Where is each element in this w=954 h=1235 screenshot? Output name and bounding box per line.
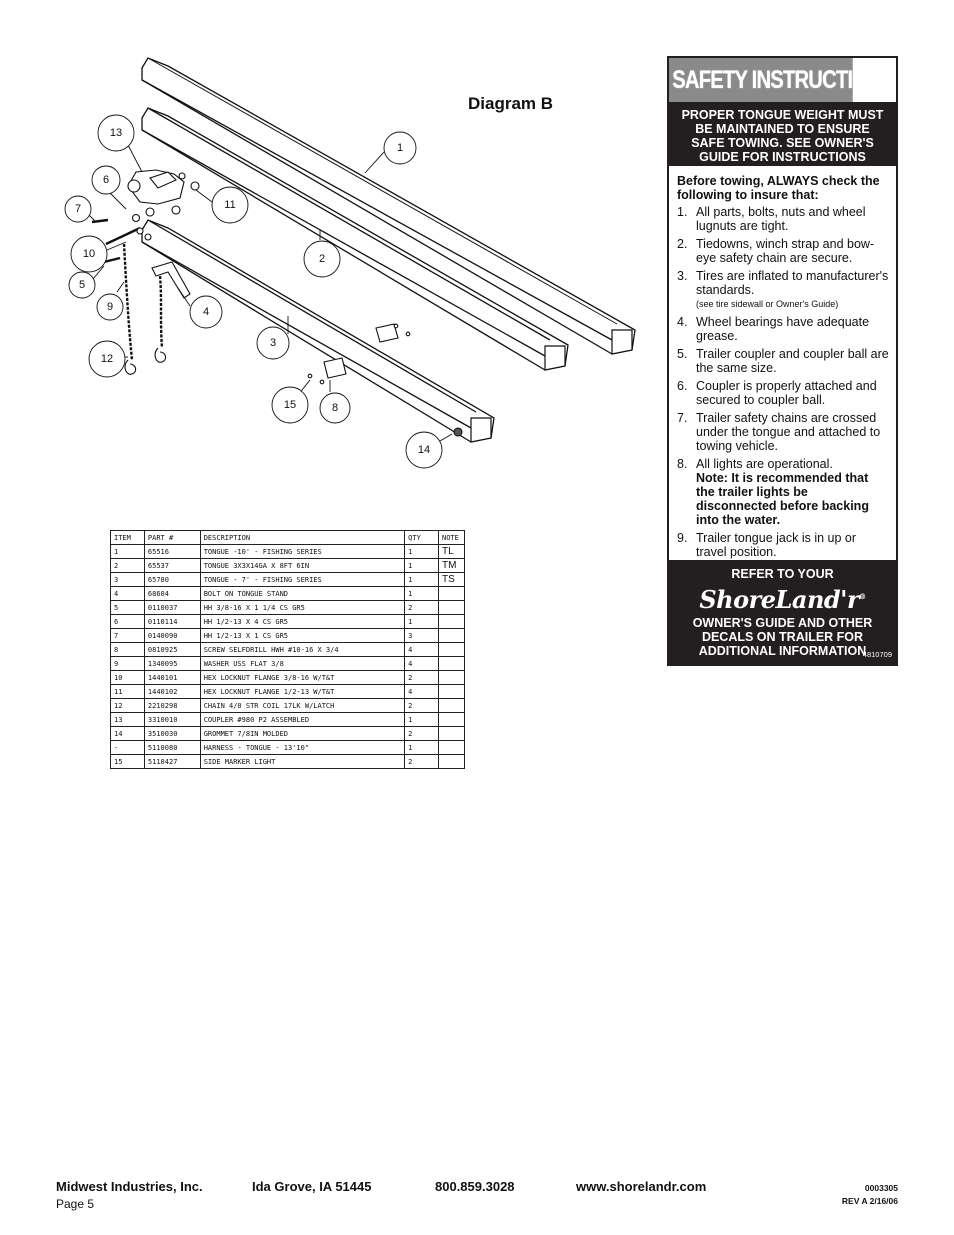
parts-table-header bbox=[111, 531, 465, 545]
table-cell: 1 bbox=[405, 573, 439, 587]
column-header: PART # bbox=[144, 531, 200, 545]
table-cell: CHAIN 4/0 STR COIL 17LK W/LATCH bbox=[200, 699, 404, 713]
table-cell: 8 bbox=[111, 643, 145, 657]
table-cell: 12 bbox=[111, 699, 145, 713]
item-text-block bbox=[696, 379, 889, 407]
warning-line: SAFE TOWING. SEE OWNER'S bbox=[691, 136, 874, 150]
column-header: DESCRIPTION bbox=[200, 531, 404, 545]
table-row bbox=[111, 713, 465, 727]
table-cell: 1 bbox=[405, 713, 439, 727]
table-cell: HH 3/8-16 X 1 1/4 CS GR5 bbox=[200, 601, 404, 615]
table-cell: 4 bbox=[405, 685, 439, 699]
table-cell: TONGUE -10' - FISHING SERIES bbox=[200, 545, 404, 559]
table-cell: 15 bbox=[111, 755, 145, 769]
item-text: Tires are inflated to manufacturer's standards. bbox=[696, 269, 889, 297]
tongue-beam-3-end bbox=[471, 418, 491, 442]
item-number: 5. bbox=[677, 347, 688, 361]
tongue-beam-2 bbox=[142, 108, 568, 370]
table-cell: 1 bbox=[405, 741, 439, 755]
callout-label-4: 4 bbox=[202, 306, 210, 318]
item-text-block bbox=[696, 237, 889, 265]
table-cell: TM bbox=[439, 559, 465, 573]
closing-line: ADDITIONAL INFORMATION bbox=[698, 644, 867, 658]
table-cell: 1 bbox=[405, 559, 439, 573]
table-cell: 3310010 bbox=[144, 713, 200, 727]
table-row bbox=[111, 545, 465, 559]
registered-mark: ® bbox=[859, 592, 866, 601]
checklist-lead: Before towing, ALWAYS check the following to insure that: bbox=[677, 174, 880, 202]
doc-number: 0003305 bbox=[864, 1183, 898, 1193]
item-number: 7. bbox=[677, 411, 688, 425]
tongue-beams bbox=[142, 58, 635, 442]
checklist-item bbox=[677, 457, 889, 527]
table-cell: 1 bbox=[405, 587, 439, 601]
callout-label-5: 5 bbox=[78, 279, 86, 291]
table-cell: 2 bbox=[405, 727, 439, 741]
table-cell: 3 bbox=[405, 629, 439, 643]
safety-banner: SAFETY INSTRUCTIONS bbox=[669, 58, 853, 102]
table-cell bbox=[439, 699, 465, 713]
item-text: All lights are operational. bbox=[696, 457, 833, 471]
table-cell: 9 bbox=[111, 657, 145, 671]
table-cell: 5 bbox=[111, 601, 145, 615]
footer-website[interactable]: www.shorelandr.com bbox=[576, 1179, 707, 1194]
table-row bbox=[111, 741, 465, 755]
table-row bbox=[111, 559, 465, 573]
item-text: Coupler is properly attached and secured to coupler ball. bbox=[696, 379, 877, 407]
callout-label-13: 13 bbox=[109, 127, 123, 139]
table-cell: 3 bbox=[111, 573, 145, 587]
table-cell bbox=[439, 741, 465, 755]
table-cell: BOLT ON TONGUE STAND bbox=[200, 587, 404, 601]
table-cell: COUPLER #980 P2 ASSEMBLED bbox=[200, 713, 404, 727]
checklist-item bbox=[677, 205, 889, 233]
footer-company: Midwest Industries, Inc. bbox=[56, 1179, 203, 1194]
table-cell: 10 bbox=[111, 671, 145, 685]
table-cell: WASHER USS FLAT 3/8 bbox=[200, 657, 404, 671]
table-cell: 1440101 bbox=[144, 671, 200, 685]
table-row bbox=[111, 685, 465, 699]
safety-instructions-panel bbox=[667, 56, 898, 666]
table-cell bbox=[439, 727, 465, 741]
table-cell: HEX LOCKNUT FLANGE 1/2-13 W/T&T bbox=[200, 685, 404, 699]
warning-line: BE MAINTAINED TO ENSURE bbox=[695, 122, 870, 136]
table-cell: 3510030 bbox=[144, 727, 200, 741]
table-cell: - bbox=[111, 741, 145, 755]
footer-city: Ida Grove, IA 51445 bbox=[252, 1179, 372, 1194]
callout-label-14: 14 bbox=[417, 444, 431, 456]
table-cell bbox=[439, 587, 465, 601]
table-cell: 11 bbox=[111, 685, 145, 699]
table-cell: 65516 bbox=[144, 545, 200, 559]
table-cell: 2 bbox=[405, 699, 439, 713]
callout-label-6: 6 bbox=[102, 174, 110, 186]
parts-table bbox=[110, 530, 465, 769]
item-text: Trailer safety chains are crossed under the tongue and attached to towing vehicle. bbox=[696, 411, 881, 453]
table-cell bbox=[439, 615, 465, 629]
table-cell bbox=[439, 755, 465, 769]
checklist-item bbox=[677, 347, 889, 375]
refer-owner-guide bbox=[669, 560, 896, 664]
safety-checklist bbox=[669, 166, 896, 559]
item-number: 4. bbox=[677, 315, 688, 329]
item-note: (see tire sidewall or Owner's Guide) bbox=[696, 299, 839, 309]
callout-label-11: 11 bbox=[224, 199, 236, 211]
table-cell bbox=[439, 629, 465, 643]
callout-label-7: 7 bbox=[74, 203, 82, 215]
table-row bbox=[111, 699, 465, 713]
table-cell: 6 bbox=[111, 615, 145, 629]
table-cell: 1 bbox=[111, 545, 145, 559]
checklist-items bbox=[677, 205, 889, 559]
item-text: Trailer tongue jack is in up or travel position. bbox=[696, 531, 857, 559]
table-cell: TONGUE - 7' - FISHING SERIES bbox=[200, 573, 404, 587]
table-cell: HEX LOCKNUT FLANGE 3/8-16 W/T&T bbox=[200, 671, 404, 685]
column-header: NOTE bbox=[439, 531, 465, 545]
table-cell: 2 bbox=[405, 601, 439, 615]
item-text-block bbox=[696, 411, 889, 453]
footer-phone: 800.859.3028 bbox=[435, 1179, 515, 1194]
closing-line: DECALS ON TRAILER FOR bbox=[701, 630, 864, 644]
table-row bbox=[111, 629, 465, 643]
table-row bbox=[111, 727, 465, 741]
table-cell: HARNESS - TONGUE - 13'10" bbox=[200, 741, 404, 755]
tongue-beam-2-end bbox=[545, 346, 565, 370]
checklist-item bbox=[677, 379, 889, 407]
item-number: 9. bbox=[677, 531, 688, 545]
callout-label-15: 15 bbox=[283, 399, 297, 411]
diagram-title: Diagram B bbox=[468, 94, 554, 113]
table-cell: 5110427 bbox=[144, 755, 200, 769]
checklist-item bbox=[677, 531, 889, 559]
table-cell: GROMMET 7/8IN MOLDED bbox=[200, 727, 404, 741]
table-row bbox=[111, 643, 465, 657]
brand-name: ShoreLand'r bbox=[699, 585, 860, 614]
item-text: All parts, bolts, nuts and wheel lugnuts are tight. bbox=[696, 205, 866, 233]
document-number bbox=[830, 1182, 898, 1208]
shorelandr-logo bbox=[669, 583, 896, 614]
item-text-block bbox=[696, 347, 889, 375]
table-row bbox=[111, 755, 465, 769]
table-cell: 4 bbox=[405, 657, 439, 671]
item-text: Trailer coupler and coupler ball are the same size. bbox=[696, 347, 889, 375]
column-header: ITEM bbox=[111, 531, 145, 545]
table-cell: 0110114 bbox=[144, 615, 200, 629]
table-row bbox=[111, 671, 465, 685]
item-number: 6. bbox=[677, 379, 688, 393]
item-number: 2. bbox=[677, 237, 688, 251]
table-cell: TL bbox=[439, 545, 465, 559]
table-cell bbox=[439, 685, 465, 699]
callout-label-12: 12 bbox=[100, 353, 114, 365]
table-cell: 2 bbox=[405, 671, 439, 685]
table-cell: 4 bbox=[111, 587, 145, 601]
decal-code: 4810709 bbox=[862, 650, 892, 659]
callout-label-10: 10 bbox=[82, 248, 96, 260]
table-row bbox=[111, 615, 465, 629]
warning-line: GUIDE FOR INSTRUCTIONS bbox=[699, 150, 866, 164]
table-cell: SIDE MARKER LIGHT bbox=[200, 755, 404, 769]
table-cell: 14 bbox=[111, 727, 145, 741]
item-text-block bbox=[696, 315, 889, 343]
page-number: Page 5 bbox=[56, 1197, 95, 1211]
item-text-block bbox=[696, 205, 889, 233]
item-number: 1. bbox=[677, 205, 688, 219]
callout-label-2: 2 bbox=[318, 253, 326, 265]
parts-diagram bbox=[0, 0, 660, 500]
checklist-item bbox=[677, 237, 889, 265]
tongue-weight-warning bbox=[669, 102, 896, 166]
tongue-beam-1-end bbox=[612, 330, 632, 354]
table-cell: 13 bbox=[111, 713, 145, 727]
table-cell: TONGUE 3X3X14GA X 8FT 6IN bbox=[200, 559, 404, 573]
item-text-block bbox=[696, 531, 889, 559]
callout-label-1: 1 bbox=[396, 142, 404, 154]
table-cell: 2 bbox=[111, 559, 145, 573]
callout-label-8: 8 bbox=[331, 402, 339, 414]
table-cell: HH 1/2-13 X 1 CS GR5 bbox=[200, 629, 404, 643]
table-cell: SCREW SELFDRILL HWH #10-16 X 3/4 bbox=[200, 643, 404, 657]
table-cell: 65537 bbox=[144, 559, 200, 573]
closing-line: OWNER'S GUIDE AND OTHER bbox=[692, 616, 873, 630]
item-text: Wheel bearings have adequate grease. bbox=[696, 315, 870, 343]
item-number: 8. bbox=[677, 457, 688, 471]
table-cell: 0810925 bbox=[144, 643, 200, 657]
table-cell: 1 bbox=[405, 615, 439, 629]
table-row bbox=[111, 657, 465, 671]
table-cell: 65780 bbox=[144, 573, 200, 587]
table-cell: 4 bbox=[405, 643, 439, 657]
refer-text: REFER TO YOUR bbox=[731, 567, 834, 581]
table-cell bbox=[439, 643, 465, 657]
table-cell: 7 bbox=[111, 629, 145, 643]
safety-chain-icon bbox=[124, 244, 132, 360]
table-cell: 0140090 bbox=[144, 629, 200, 643]
table-cell: TS bbox=[439, 573, 465, 587]
doc-revision: REV A 2/16/06 bbox=[841, 1196, 898, 1206]
table-cell bbox=[439, 601, 465, 615]
table-row bbox=[111, 587, 465, 601]
callout-label-9: 9 bbox=[106, 301, 114, 313]
table-cell bbox=[439, 671, 465, 685]
item-text-block bbox=[696, 269, 889, 311]
table-row bbox=[111, 573, 465, 587]
table-cell bbox=[439, 713, 465, 727]
table-cell: 2210298 bbox=[144, 699, 200, 713]
table-cell: 68604 bbox=[144, 587, 200, 601]
item-text: Tiedowns, winch strap and bow-eye safety chain are secure. bbox=[696, 237, 875, 265]
item-number: 3. bbox=[677, 269, 688, 283]
table-cell: HH 1/2-13 X 4 CS GR5 bbox=[200, 615, 404, 629]
item-text-block bbox=[696, 457, 889, 527]
item-warning: Note: It is recommended that the trailer lights be disconnected before backing into the water. bbox=[696, 471, 869, 527]
checklist-item bbox=[677, 269, 889, 311]
table-cell: 1 bbox=[405, 545, 439, 559]
table-cell: 1340095 bbox=[144, 657, 200, 671]
column-header: QTY bbox=[405, 531, 439, 545]
table-row bbox=[111, 601, 465, 615]
table-cell: 1440102 bbox=[144, 685, 200, 699]
checklist-item bbox=[677, 315, 889, 343]
warning-line: PROPER TONGUE WEIGHT MUST bbox=[681, 108, 884, 122]
callout-label-3: 3 bbox=[269, 337, 277, 349]
table-cell bbox=[439, 657, 465, 671]
table-cell: 0110037 bbox=[144, 601, 200, 615]
checklist-item bbox=[677, 411, 889, 453]
table-cell: 5110080 bbox=[144, 741, 200, 755]
table-cell: 2 bbox=[405, 755, 439, 769]
